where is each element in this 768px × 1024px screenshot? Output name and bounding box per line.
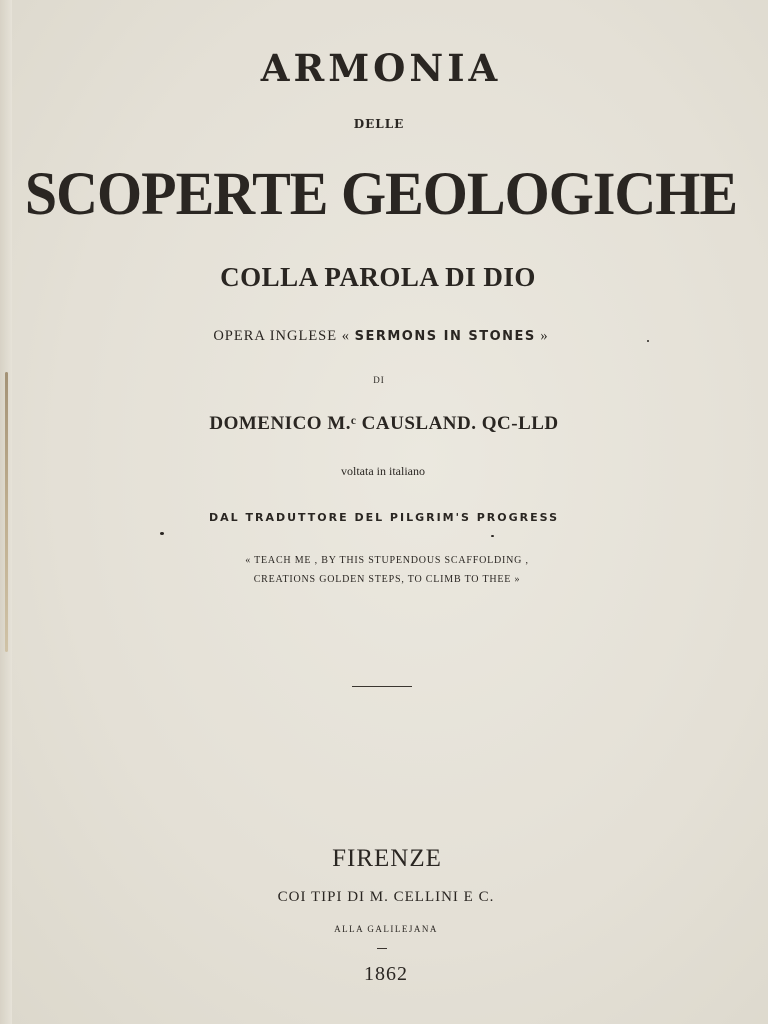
title-subtitle: COLLA PAROLA DI DIO xyxy=(220,262,536,292)
quote-open: « xyxy=(341,328,350,344)
translation-note: voltata in italiano xyxy=(341,464,425,478)
imprint-dash xyxy=(377,948,387,949)
ink-speck xyxy=(160,532,164,535)
original-work-line xyxy=(0,328,765,345)
title-main: SCOPERTE GEOLOGICHE xyxy=(24,159,738,228)
divider-rule xyxy=(352,686,412,687)
title-connector: DELLE xyxy=(353,117,405,131)
imprint-city: FIRENZE xyxy=(332,845,442,872)
by-label: DI xyxy=(373,375,385,385)
imprint-printer: COI TIPI DI M. CELLINI E C. xyxy=(277,889,495,905)
imprint-location: ALLA GALILEJANA xyxy=(334,924,438,934)
author-name: DOMENICO M.ᶜ CAUSLAND. QC-LLD xyxy=(209,413,559,434)
epigraph-line-1: « TEACH ME , BY THIS STUPENDOUS SCAFFOLDING , xyxy=(245,555,529,566)
quote-close: » xyxy=(540,328,549,344)
epigraph-line-2: CREATIONS GOLDEN STEPS, TO CLIMB TO THEE » xyxy=(253,574,521,585)
original-work-title: SERMONS IN STONES xyxy=(354,329,536,344)
opera-prefix: OPERA INGLESE xyxy=(213,328,338,344)
title-armonia: ARMONIA xyxy=(260,46,502,90)
imprint-year: 1862 xyxy=(364,963,408,985)
translator-credit: DAL TRADUTTORE DEL PILGRIM'S PROGRESS xyxy=(208,511,559,524)
ink-speck xyxy=(647,340,649,342)
ink-speck xyxy=(491,535,494,537)
